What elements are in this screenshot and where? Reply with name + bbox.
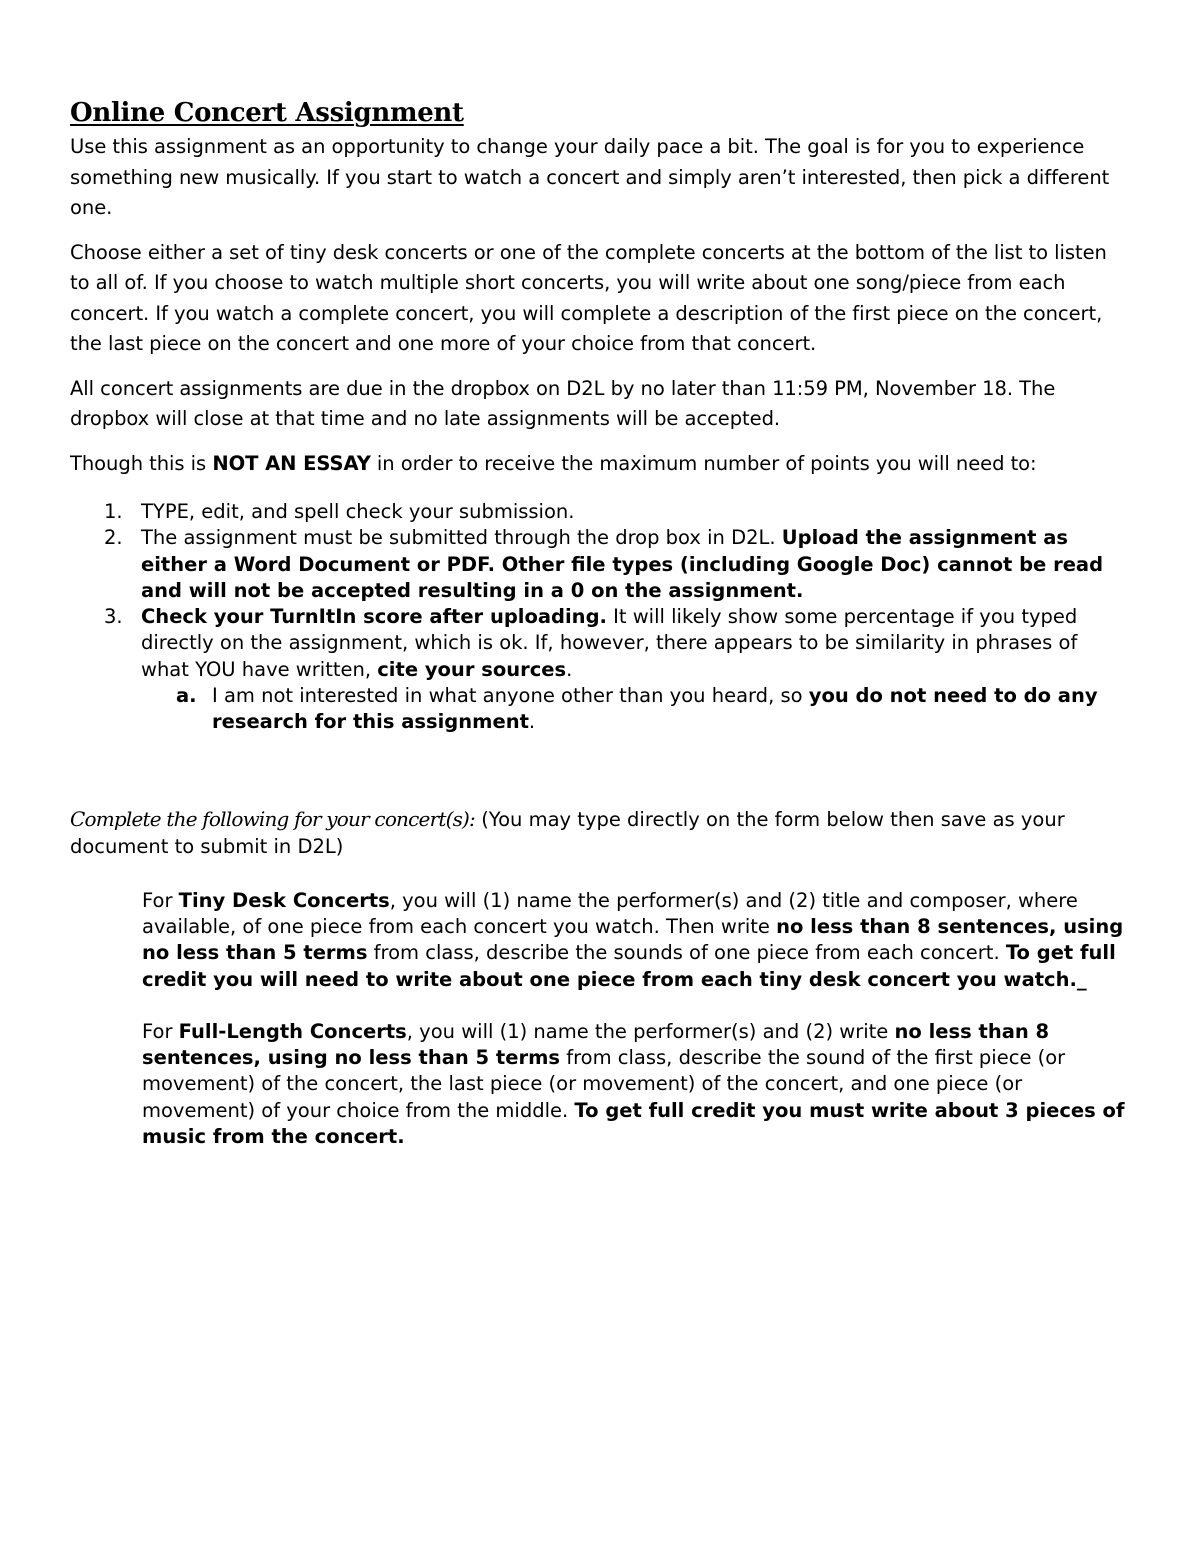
list-number: 2. bbox=[104, 526, 123, 550]
tiny-desk-bold: no less than 8 sentences, using no less than 5 terms bbox=[142, 914, 1124, 965]
sub-list-body bbox=[141, 683, 1130, 736]
list-number: 3. bbox=[104, 605, 123, 629]
complete-rest: (You may type directly on the form below then save as your document to submit in D2L) bbox=[70, 807, 1065, 858]
list-item bbox=[70, 499, 1130, 525]
full-length-text: , you will (1) name the performer(s) and (2) write bbox=[406, 1019, 895, 1043]
list-number: 1. bbox=[104, 500, 123, 523]
tiny-desk-bold: Tiny Desk Concerts bbox=[178, 888, 390, 912]
intro-paragraph-2: Choose either a set of tiny desk concerts or one of the complete concerts at the bottom of the list to listen to all of. If you choose to watch multiple short concerts, you will write about one song/piece from each concert. If you watch a complete concert, you will complete a description of the first piece on the concert, the last piece on the concert and one more of your choice from that concert. bbox=[70, 240, 1107, 355]
essay-note-pre: Though this is bbox=[70, 451, 213, 475]
sub-list-item bbox=[70, 683, 1130, 736]
requirements-list bbox=[70, 499, 1130, 736]
sub-list-text: I am not interested in what anyone other than you heard, so bbox=[212, 684, 809, 708]
intro-paragraph-1: Use this assignment as an opportunity to change your daily pace a bit. The goal is for you to experience something new musically. If you start to watch a concert and simply aren’t interested, then pick a different one. bbox=[70, 135, 1110, 219]
full-length-bold: Full-Length Concerts bbox=[178, 1019, 407, 1043]
list-item bbox=[70, 525, 1130, 604]
list-item-text: The assignment must be submitted through the drop box in D2L. bbox=[141, 526, 782, 550]
full-length-instructions bbox=[142, 1019, 1130, 1150]
complete-lead: Complete the following for your concert(s): bbox=[70, 806, 475, 831]
list-item-text: It will likely show some percentage if you typed directly on the assignment, which is ok. If, however, there appears to be similarity in phrases of what YOU have written, bbox=[141, 605, 1078, 681]
sub-list-bold: you do not need to do any research for this assignment bbox=[212, 684, 1098, 734]
tiny-desk-text: For bbox=[142, 888, 179, 912]
full-length-text: from class, describe the sound of the first piece (or movement) of the concert, the last piece (or movement) of the concert, and one piece (or movement) of your choice from the middle. bbox=[142, 1046, 1066, 1122]
list-item-text: . bbox=[566, 657, 573, 681]
tiny-desk-instructions bbox=[142, 888, 1130, 993]
full-length-text: For bbox=[142, 1019, 179, 1043]
full-length-bold: To get full credit you must write about 3 pieces of music from the concert. bbox=[142, 1098, 1125, 1149]
document-body bbox=[70, 94, 1130, 1176]
tiny-desk-text: , you will (1) name the performer(s) and (2) title and composer, where available, of one piece from each concert you watch. Then write bbox=[142, 888, 1078, 938]
full-length-bold: no less than 8 sentences, using no less than 5 terms bbox=[142, 1019, 1050, 1070]
sub-list-letter: a. bbox=[176, 684, 197, 708]
page-title: Online Concert Assignment bbox=[70, 98, 464, 128]
tiny-desk-bold: To get full credit you will need to write about one piece from each tiny desk concert you watch._ bbox=[142, 941, 1116, 991]
list-item bbox=[70, 604, 1130, 735]
essay-note-bold: NOT AN ESSAY bbox=[212, 451, 371, 475]
essay-note-post: in order to receive the maximum number of points you will need to: bbox=[370, 451, 1037, 475]
complete-instructions bbox=[70, 806, 1130, 860]
sub-list bbox=[141, 683, 1130, 736]
list-item-bold: Check your TurnItIn score after uploading. bbox=[141, 605, 607, 629]
list-item-bold: Upload the assignment as either a Word Document or PDF. Other file types (including Google Doc) cannot be read and will not be accepted resulting in a 0 on the assignment. bbox=[141, 526, 1104, 602]
sub-list-text: . bbox=[528, 710, 536, 734]
due-date-paragraph: All concert assignments are due in the dropbox on D2L by no later than 11:59 PM, November 18. The dropbox will close at that time and no late assignments will be accepted. bbox=[70, 376, 1056, 430]
list-item-text: TYPE, edit, and spell check your submission. bbox=[141, 500, 575, 523]
essay-note-paragraph bbox=[70, 449, 1130, 480]
list-item-bold: cite your sources bbox=[377, 657, 567, 681]
tiny-desk-text: from class, describe the sounds of one piece from each concert. bbox=[367, 941, 1006, 965]
